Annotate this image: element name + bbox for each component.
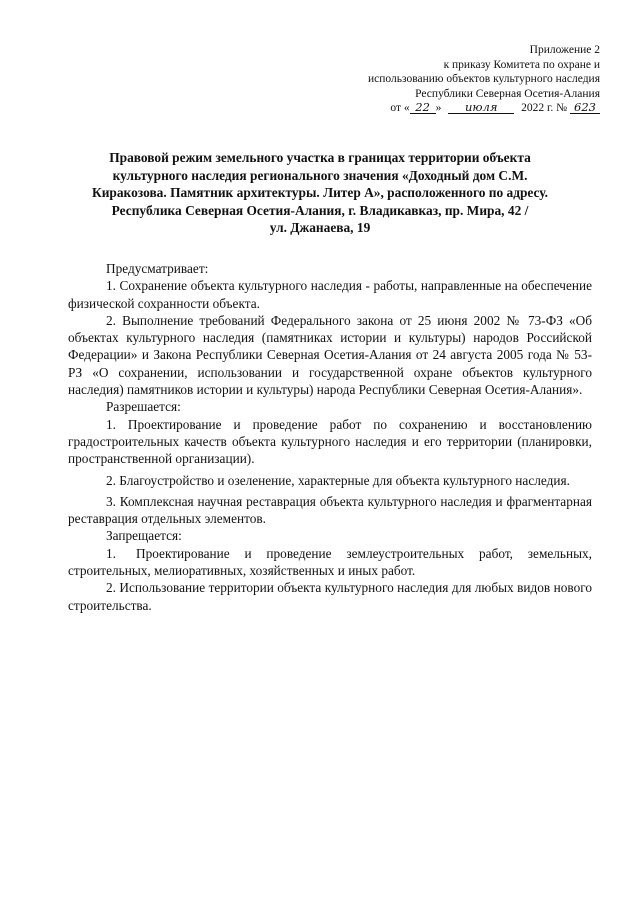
forbidden-item <box>68 545 592 580</box>
handwritten-order-number: 623 <box>570 101 600 114</box>
title-line: ул. Джанаева, 19 <box>269 220 371 235</box>
forbidden-item-number: 1. <box>106 545 116 561</box>
allowed-heading: Разрешается: <box>106 399 181 415</box>
title-line: Киракозова. Памятник архитектуры. Литер А», расположенного по адресу. <box>91 185 549 200</box>
appendix-committee: использованию объектов культурного наследия <box>367 73 600 85</box>
allowed-item: 2. Благоустройство и озеленение, характерные для объекта культурного наследия. <box>106 472 570 488</box>
appendix-date-line <box>368 101 600 116</box>
date-day-close: » <box>435 102 442 114</box>
document-body <box>68 260 592 614</box>
provides-heading: Предусматривает: <box>106 261 209 276</box>
title-line: Республика Северная Осетия-Алания, г. Владикавказ, пр. Мира, 42 / <box>111 202 529 218</box>
allowed-item: 3. Комплексная научная реставрация объекта культурного наследия и фрагментарная реставрация отдельных элементов. <box>68 493 592 527</box>
handwritten-month: июля <box>448 101 514 114</box>
forbidden-heading: Запрещается: <box>106 528 182 544</box>
date-prefix: от « <box>390 102 410 114</box>
provides-item: 1. Сохранение объекта культурного наследия - работы, направленные на обеспечение физической сохранности объекта. <box>68 278 592 311</box>
title-line: Правовой режим земельного участка в границах территории объекта <box>109 150 531 165</box>
appendix-order-ref: к приказу Комитета по охране и <box>443 58 600 71</box>
appendix-block <box>368 43 600 116</box>
appendix-republic: Республики Северная Осетия-Алания <box>415 87 600 100</box>
document-title <box>60 149 580 237</box>
handwritten-day: 22 <box>410 101 436 114</box>
date-year: 2022 г. № <box>521 102 568 114</box>
provides-item: 2. Выполнение требований Федерального закона от 25 июня 2002 № 73-ФЗ «Об объектах культурного наследия (памятниках истории и культуры) народов Российской Федерации» и Закона Республики Северная Осетия-Алания от 24 августа 2005 года № 53-РЗ «О сохранении, использовании и государственной охране объектов культурного наследия) памятников истории и культуры) народа Республики Северная Осетия-Алания». <box>68 312 592 398</box>
allowed-item: 1. Проектирование и проведение работ по сохранению и восстановлению градостроительных качеств объекта культурного наследия и его территории (планировки, пространственной организации). <box>68 416 592 467</box>
appendix-title: Приложение 2 <box>529 44 600 56</box>
forbidden-item: 2. Использование территории объекта культурного наследия для любых видов нового строительства. <box>68 580 592 613</box>
forbidden-item-text: Проектирование и проведение землеустроительных работ, земельных, строительных, мелиоративных, хозяйственных и иных работ. <box>68 545 592 579</box>
title-line: культурного наследия регионального значения «Доходный дом С.М. <box>112 167 528 183</box>
